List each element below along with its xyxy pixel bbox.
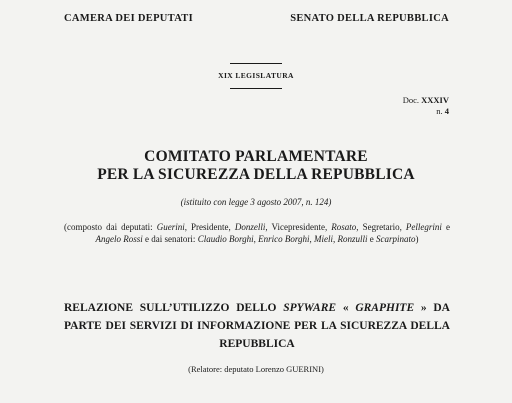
doc-series: XXXIV: [421, 95, 449, 105]
title-line-1: COMITATO PARLAMENTARE: [144, 148, 368, 165]
member-role: ,: [309, 234, 315, 244]
member-name: Angelo Rossi: [95, 234, 143, 244]
istituito-note: (istituito con legge 3 agosto 2007, n. 124): [180, 197, 332, 207]
member-name: Rosato: [331, 222, 357, 232]
member-role: ,: [333, 234, 338, 244]
member-role: e: [367, 234, 377, 244]
member-name: Donzelli: [234, 222, 266, 232]
doc-prefix: Doc.: [402, 95, 419, 105]
title-line-2: PER LA SICUREZZA DELLA REPUBBLICA: [97, 166, 415, 183]
header-camera: CAMERA DEI DEPUTATI: [64, 13, 193, 24]
doc-series-line: [403, 95, 449, 106]
header-senato: SENATO DELLA REPUBBLICA: [290, 13, 449, 24]
header: [64, 13, 449, 24]
doc-reference: [403, 95, 449, 117]
member-role: e: [441, 222, 450, 232]
member-role: , Presidente,: [184, 222, 235, 232]
composition-note: [64, 221, 450, 245]
committee-title: [0, 148, 512, 184]
member-role: ,: [253, 234, 259, 244]
member-role: , Segretario,: [356, 222, 406, 232]
member-name: Pellegrini: [405, 222, 442, 232]
member-name: Ronzulli: [337, 234, 368, 244]
legislatura: XIX LEGISLATURA: [218, 71, 294, 80]
divider-top: [230, 63, 282, 64]
member-name: Scarpinato: [376, 234, 416, 244]
member-name: Claudio Borghi: [197, 234, 254, 244]
divider-bottom: [230, 88, 282, 89]
report-title-part-3: » DA PARTE DEI SERVIZI DI INFORMAZIONE PER LA SICUREZZA DELLA REPUBBLICA: [64, 302, 450, 350]
doc-number-line: [403, 106, 449, 117]
report-title: [64, 299, 450, 353]
report-title-graphite: GRAPHITE: [355, 302, 415, 314]
member-name: Mieli: [314, 234, 334, 244]
composition-open: (composto dai deputati:: [64, 222, 157, 232]
relatore-note: (Relatore: deputato Lorenzo GUERINI): [188, 364, 324, 374]
member-role: , Vicepresidente,: [265, 222, 332, 232]
member-role: ): [415, 234, 419, 244]
member-name: Enrico Borghi: [258, 234, 310, 244]
doc-number: 4: [444, 106, 449, 116]
report-title-part-1: RELAZIONE SULL’UTILIZZO DELLO: [64, 302, 284, 314]
report-title-part-2: «: [336, 302, 356, 314]
report-title-spyware: SPYWARE: [283, 302, 337, 314]
member-name: Guerini: [156, 222, 185, 232]
doc-n-prefix: n.: [436, 106, 443, 116]
member-role: e dai senatori:: [142, 234, 198, 244]
